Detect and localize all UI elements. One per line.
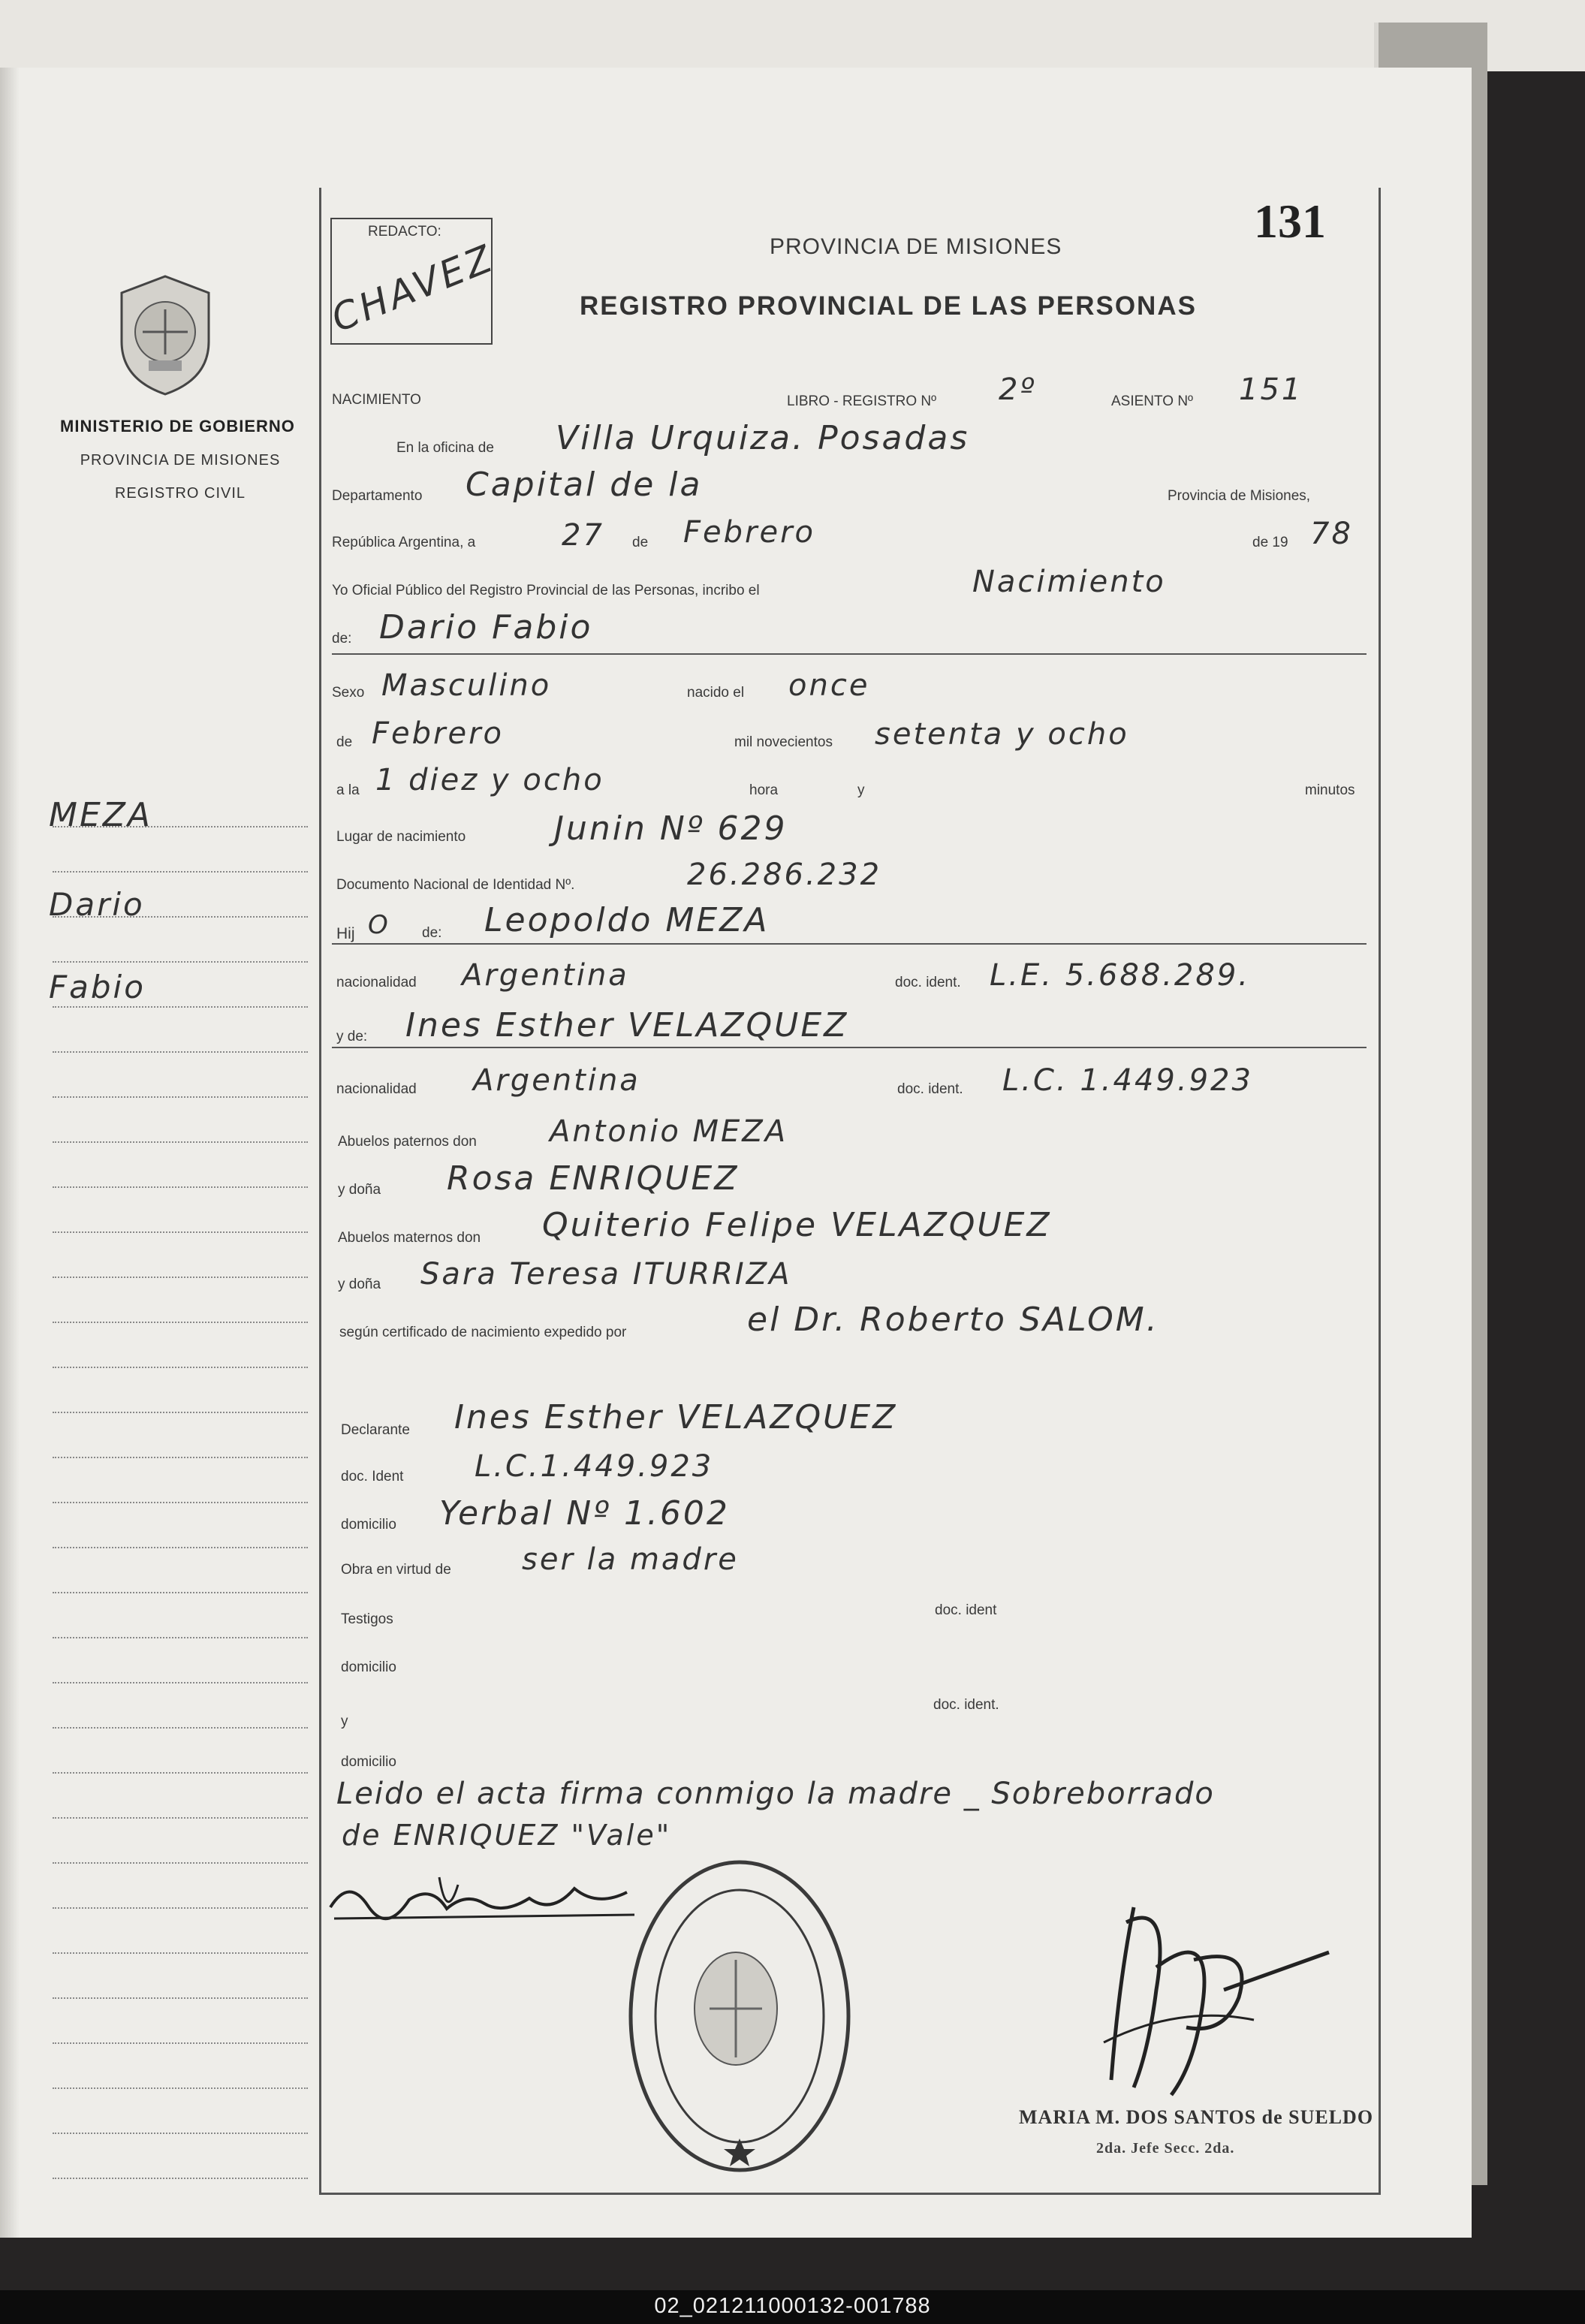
departamento-value: Capital de la	[466, 466, 703, 504]
oficina-label: En la oficina de	[396, 440, 494, 456]
domicilio2-label: domicilio	[341, 1659, 396, 1675]
margin-first-name: Dario	[49, 886, 145, 923]
nac1-value: Argentina	[462, 958, 629, 993]
dona2-label: y doña	[338, 1277, 381, 1292]
dni-value: 26.286.232	[687, 858, 882, 892]
official-signature-icon	[1089, 1877, 1336, 2102]
lugar-value: Junin Nº 629	[554, 809, 788, 848]
abuela-pat-value: Rosa ENRIQUEZ	[447, 1159, 740, 1198]
province-title: PROVINCIA DE MISIONES	[770, 234, 1062, 259]
dona1-label: y doña	[338, 1182, 381, 1198]
margin-second-name: Fabio	[49, 969, 146, 1005]
doc2-value: L.C. 1.449.923	[1002, 1063, 1253, 1098]
abuelos-pat-label: Abuelos paternos don	[338, 1134, 477, 1150]
redacto-label: REDACTO:	[368, 224, 441, 240]
nac1-label: nacionalidad	[336, 975, 417, 990]
oficial-label: Yo Oficial Público del Registro Provincial de las Personas, incribo el	[332, 583, 760, 598]
nac2-label: nacionalidad	[336, 1081, 417, 1097]
a-la-label: a la	[336, 782, 360, 798]
form-right-border	[1379, 188, 1381, 2193]
observacion-line-1: Leido el acta firma conmigo la madre _ Sobreborrado	[336, 1777, 1215, 1811]
dia-value: 27	[562, 518, 604, 553]
anio-nac-value: setenta y ocho	[875, 717, 1129, 752]
ministry-province: PROVINCIA DE MISIONES	[80, 452, 281, 469]
de-label: de	[632, 535, 649, 550]
libro-label: LIBRO - REGISTRO Nº	[787, 393, 937, 409]
section-rule-1	[332, 653, 1367, 655]
background-strip	[0, 0, 1585, 71]
asiento-value: 151	[1239, 372, 1303, 407]
domicilio-value: Yerbal Nº 1.602	[439, 1494, 730, 1533]
sexo-label: Sexo	[332, 685, 365, 701]
doc3-label: doc. Ident	[341, 1469, 404, 1485]
doc3-value: L.C.1.449.923	[475, 1449, 714, 1484]
hora-value: 1 diez y ocho	[375, 763, 604, 797]
oficial-value: Nacimiento	[972, 565, 1166, 599]
republica-label: República Argentina, a	[332, 535, 476, 550]
declarante-label: Declarante	[341, 1422, 410, 1438]
lugar-label: Lugar de nacimiento	[336, 829, 466, 845]
ministry-name: MINISTERIO DE GOBIERNO	[60, 417, 295, 436]
certificado-value: el Dr. Roberto SALOM.	[747, 1301, 1159, 1339]
minutos-label: minutos	[1305, 782, 1355, 798]
obra-label: Obra en virtud de	[341, 1562, 451, 1578]
hora-label: hora	[749, 782, 779, 798]
page-number: 131	[1254, 194, 1326, 248]
nacimiento-label: NACIMIENTO	[332, 392, 421, 408]
oficina-value: Villa Urquiza. Posadas	[556, 419, 970, 457]
redacto-name: CHAVEZ	[325, 236, 501, 341]
anio-prefix: de 19	[1252, 535, 1288, 550]
registry-stamp-icon	[623, 1855, 856, 2178]
declarant-signature-icon	[327, 1862, 642, 1930]
y-label: y	[857, 782, 865, 798]
mil-label: mil novecientos	[734, 734, 833, 750]
de-nombre-label: de:	[332, 631, 352, 647]
obra-value: ser la madre	[522, 1542, 739, 1577]
asiento-label: ASIENTO Nº	[1111, 393, 1193, 409]
section-rule-3	[332, 1047, 1367, 1048]
testigos-label: Testigos	[341, 1611, 393, 1627]
nac2-value: Argentina	[473, 1063, 640, 1098]
doc2-label: doc. ident.	[897, 1081, 963, 1097]
nombre-value: Dario Fabio	[379, 608, 593, 647]
dni-label: Documento Nacional de Identidad Nº.	[336, 877, 575, 893]
coat-of-arms-seal-icon	[113, 270, 218, 398]
registry-title: REGISTRO PROVINCIAL DE LAS PERSONAS	[580, 291, 1197, 321]
hijo-label: Hij	[336, 925, 355, 942]
doc1-value: L.E. 5.688.289.	[990, 958, 1250, 993]
abuelo-mat-value: Quiterio Felipe VELAZQUEZ	[542, 1206, 1052, 1244]
departamento-label: Departamento	[332, 488, 423, 504]
sexo-value: Masculino	[381, 668, 552, 703]
form-left-border	[319, 188, 321, 2193]
madre-value: Ines Esther VELAZQUEZ	[405, 1006, 849, 1044]
certificado-label: según certificado de nacimiento expedido por	[339, 1325, 627, 1340]
doc1-label: doc. ident.	[895, 975, 961, 990]
margin-surname: MEZA	[49, 796, 153, 834]
ministry-registry: REGISTRO CIVIL	[114, 485, 246, 502]
provincia-label: Provincia de Misiones,	[1168, 488, 1311, 504]
padre-value: Leopoldo MEZA	[484, 901, 770, 939]
official-name: MARIA M. DOS SANTOS de SUELDO	[1019, 2106, 1374, 2128]
libro-value: 2º	[999, 372, 1037, 407]
hijo-suffix: O	[368, 910, 390, 940]
mes-value: Febrero	[683, 515, 815, 550]
y2-label: y	[341, 1714, 348, 1729]
abuelo-pat-value: Antonio MEZA	[550, 1114, 788, 1149]
section-rule-2	[332, 943, 1367, 945]
mes-nac-value: Febrero	[372, 716, 504, 751]
book-spine-shadow	[0, 68, 20, 2238]
nacido-label: nacido el	[687, 685, 745, 701]
anio-value: 78	[1310, 517, 1353, 551]
abuela-mat-value: Sara Teresa ITURRIZA	[420, 1257, 792, 1292]
domicilio-label: domicilio	[341, 1517, 396, 1533]
domicilio3-label: domicilio	[341, 1754, 396, 1770]
official-title: 2da. Jefe Secc. 2da.	[1096, 2140, 1235, 2157]
abuelos-mat-label: Abuelos maternos don	[338, 1230, 481, 1246]
form-bottom-border	[319, 2193, 1381, 2195]
declarante-value: Ines Esther VELAZQUEZ	[454, 1398, 898, 1436]
y-de-label: y de:	[336, 1029, 368, 1044]
image-id-label: 02_021211000132-001788	[654, 2294, 931, 2318]
doc4-label: doc. ident	[935, 1602, 997, 1618]
doc5-label: doc. ident.	[933, 1697, 999, 1713]
observacion-line-2: de ENRIQUEZ "Vale"	[342, 1819, 672, 1852]
nacido-value: once	[788, 668, 870, 703]
de-padre-label: de:	[422, 925, 442, 941]
de-mes-label: de	[336, 734, 353, 750]
